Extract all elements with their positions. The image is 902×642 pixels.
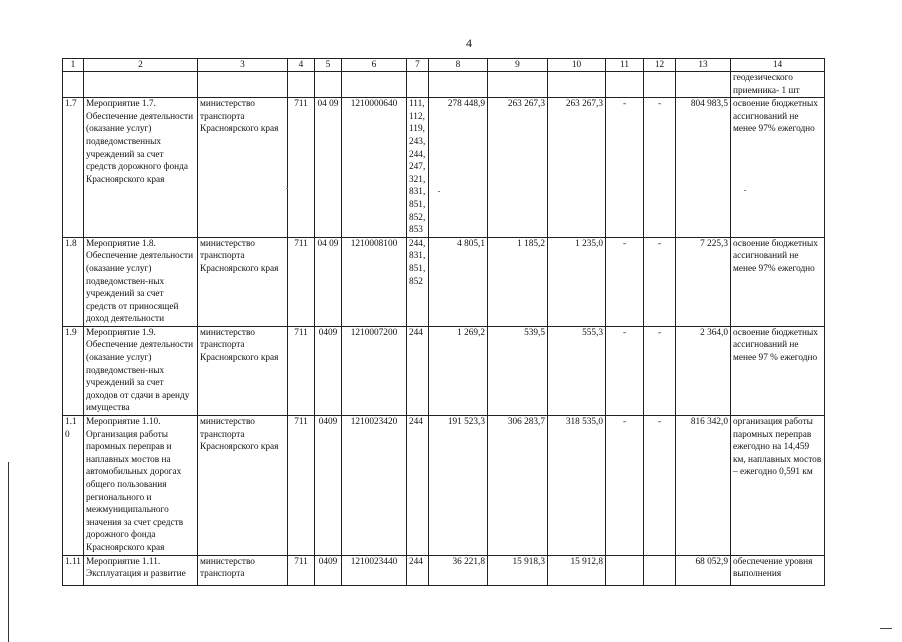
amount-cell: 4 805,1 [429, 237, 488, 326]
executor-cell: министерство транспорта Красноярского края [198, 98, 288, 238]
header-cell: 9 [488, 59, 548, 72]
code-cell: 711 [288, 326, 315, 415]
amount-cell: - [644, 326, 676, 415]
executor-cell: министерство транспорта Красноярского края [198, 416, 288, 556]
amount-cell: 306 283,7 [488, 416, 548, 556]
amount-cell: 539,5 [488, 326, 548, 415]
budget-table [62, 58, 825, 586]
header-cell: 14 [731, 59, 825, 72]
scan-dot [286, 188, 288, 189]
row-number: 1.10 [63, 416, 84, 556]
amount-cell: 15 918,3 [488, 555, 548, 585]
scan-edge-line [8, 462, 9, 642]
page-number: 4 [466, 36, 472, 50]
result-cell: геодезического приемника- 1 шт [731, 72, 825, 98]
total-cell: 804 983,5 [676, 98, 731, 238]
code-cell: 1210000640 [342, 98, 407, 238]
event-cell: Мероприятие 1.8. Обеспечение деятельности (оказание услуг) подведомствен-ных учреждений за счет средств от приносящей доход деятельности [84, 237, 198, 326]
result-cell: организация работы паромных переправ ежегодно на 14,459 км, наплавных мостов – ежегодно 0,591 км [731, 416, 825, 556]
amount-cell: 15 912,8 [548, 555, 606, 585]
amount-cell: 191 523,3 [429, 416, 488, 556]
code-cell: 04 09 [315, 237, 342, 326]
amount-cell: 263 267,3 [548, 98, 606, 238]
amount-cell: 36 221,8 [429, 555, 488, 585]
total-cell: 2 364,0 [676, 326, 731, 415]
table-row [63, 326, 825, 415]
continuation-row [63, 72, 825, 98]
amount-cell: - [606, 326, 644, 415]
code-cell: 04 09 [315, 98, 342, 238]
event-cell: Мероприятие 1.10. Организация работы паромных переправ и наплавных мостов на автомобильных дорогах общего пользования регионального и межмуниципального значения за счет средств дорожного фонда Красноярского края [84, 416, 198, 556]
code-cell: 0409 [315, 555, 342, 585]
event-cell: Мероприятие 1.9. Обеспечение деятельности (оказание услуг) подведомствен-ных учреждений за счет доходов от сдачи в аренду имущества [84, 326, 198, 415]
row-number: 1.8 [63, 237, 84, 326]
result-cell: освоение бюджетных ассигнований не менее 97 % ежегодно [731, 326, 825, 415]
amount-cell: 555,3 [548, 326, 606, 415]
result-cell: освоение бюджетных ассигнований не менее 97% ежегодно [731, 98, 825, 238]
amount-cell: 263 267,3 [488, 98, 548, 238]
row-number: 1.11 [63, 555, 84, 585]
header-cell: 11 [606, 59, 644, 72]
amount-cell: 318 535,0 [548, 416, 606, 556]
amount-cell: 1 269,2 [429, 326, 488, 415]
amount-cell [644, 555, 676, 585]
amount-cell: - [606, 237, 644, 326]
code-cell: 1210023420 [342, 416, 407, 556]
scan-dot [438, 191, 440, 192]
table-row [63, 555, 825, 585]
code-cell: 244 [407, 326, 429, 415]
header-cell: 13 [676, 59, 731, 72]
header-cell: 10 [548, 59, 606, 72]
amount-cell: - [644, 416, 676, 556]
amount-cell: - [606, 98, 644, 238]
code-cell: 1210007200 [342, 326, 407, 415]
header-cell: 5 [315, 59, 342, 72]
scan-dot [744, 190, 746, 191]
amount-cell: - [644, 237, 676, 326]
result-cell: освоение бюджетных ассигнований не менее 97% ежегодно [731, 237, 825, 326]
row-number: 1.9 [63, 326, 84, 415]
code-cell: 1210008100 [342, 237, 407, 326]
event-cell: Мероприятие 1.11. Эксплуатация и развитие [84, 555, 198, 585]
row-number: 1.7 [63, 98, 84, 238]
result-cell: обеспечение уровня выполнения [731, 555, 825, 585]
executor-cell: министерство транспорта Красноярского края [198, 326, 288, 415]
header-cell: 3 [198, 59, 288, 72]
executor-cell: министерство транспорта [198, 555, 288, 585]
header-cell: 12 [644, 59, 676, 72]
header-cell: 6 [342, 59, 407, 72]
amount-cell: 278 448,9 [429, 98, 488, 238]
header-cell: 7 [407, 59, 429, 72]
header-cell: 2 [84, 59, 198, 72]
total-cell: 68 052,9 [676, 555, 731, 585]
amount-cell: - [644, 98, 676, 238]
amount-cell: 1 185,2 [488, 237, 548, 326]
code-cell: 711 [288, 555, 315, 585]
header-cell: 8 [429, 59, 488, 72]
header-cell: 1 [63, 59, 84, 72]
amount-cell: 1 235,0 [548, 237, 606, 326]
code-cell: 711 [288, 98, 315, 238]
column-number-row [63, 59, 825, 72]
table-row [63, 416, 825, 556]
code-cell: 1210023440 [342, 555, 407, 585]
amount-cell [606, 555, 644, 585]
executor-cell: министерство транспорта Красноярского края [198, 237, 288, 326]
code-cell: 111, 112, 119, 243, 244, 247, 321, 831, 851, 852, 853 [407, 98, 429, 238]
code-cell: 244, 831, 851, 852 [407, 237, 429, 326]
code-cell: 244 [407, 555, 429, 585]
amount-cell: - [606, 416, 644, 556]
code-cell: 0409 [315, 326, 342, 415]
total-cell: 7 225,3 [676, 237, 731, 326]
header-cell: 4 [288, 59, 315, 72]
code-cell: 0409 [315, 416, 342, 556]
scan-corner-mark [880, 628, 892, 629]
code-cell: 244 [407, 416, 429, 556]
total-cell: 816 342,0 [676, 416, 731, 556]
code-cell: 711 [288, 416, 315, 556]
event-cell: Мероприятие 1.7. Обеспечение деятельности (оказание услуг) подведомственных учреждений за счет средств дорожного фонда Красноярского края [84, 98, 198, 238]
table-row [63, 237, 825, 326]
table-row [63, 98, 825, 238]
code-cell: 711 [288, 237, 315, 326]
